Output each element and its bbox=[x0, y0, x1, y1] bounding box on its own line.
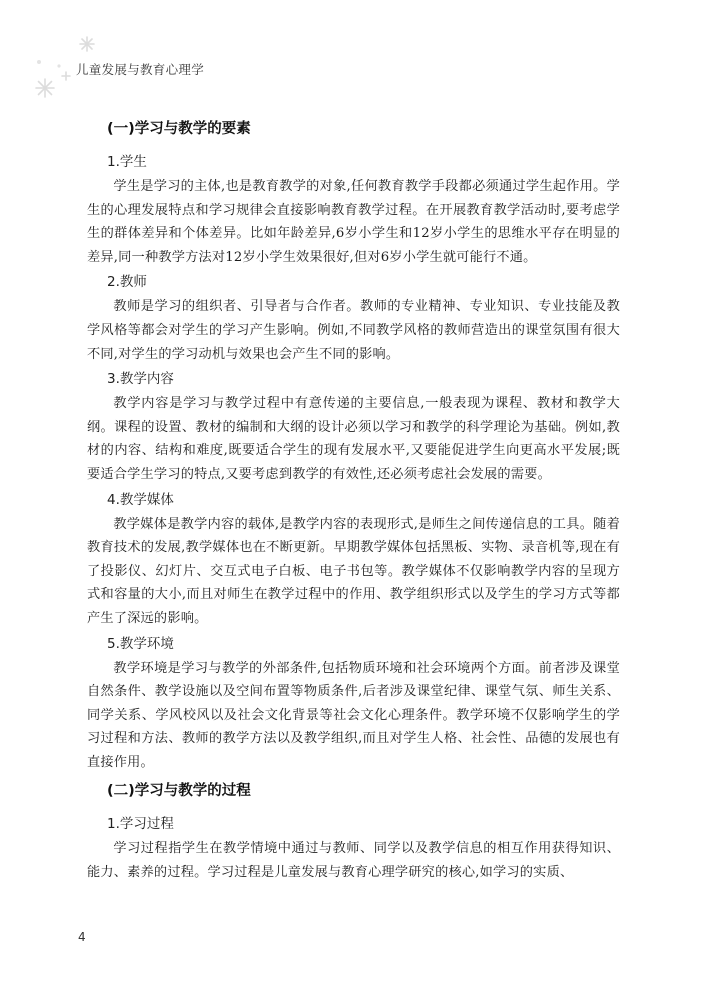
section-heading-process: (二)学习与教学的过程 bbox=[107, 783, 251, 800]
subheading-teaching-content: 3.教学内容 bbox=[107, 371, 174, 388]
page-number: 4 bbox=[78, 930, 86, 944]
paragraph-teacher: 教师是学习的组织者、引导者与合作者。教师的专业精神、专业知识、专业技能及教学风格等都会对学生的学习产生影响。例如,不同教学风格的教师营造出的课堂氛围有很大不同,对学生的学习动机与效果也会产生不同的影响。 bbox=[87, 299, 620, 362]
paragraph-teaching-environment: 教学环境是学习与教学的外部条件,包括物质环境和社会环境两个方面。前者涉及课堂自然条件、教学设施以及空间布置等物质条件,后者涉及课堂纪律、课堂气氛、师生关系、同学关系、学风校风以及社会文化背景等社会文化心理条件。教学环境不仅影响学生的学习过程和方法、教师的教学方法以及教学组织,而且对学生人格、社会性、品德的发展也有直接作用。 bbox=[87, 660, 620, 770]
paragraph-learning-process: 学习过程指学生在教学情境中通过与教师、同学以及教学信息的相互作用获得知识、能力、素养的过程。学习过程是儿童发展与教育心理学研究的核心,如学习的实质、 bbox=[87, 841, 620, 881]
paragraph-teaching-content: 教学内容是学习与教学过程中有意传递的主要信息,一般表现为课程、教材和教学大纲。课程的设置、教材的编制和大纲的设计必须以学习和教学的科学理论为基础。例如,教材的内容、结构和难度,既要适合学生的现有发展水平,又要能促进学生向更高水平发展;既要适合学生学习的特点,又要考虑到教学的有效性,还必须考虑社会发展的需要。 bbox=[87, 396, 620, 482]
subheading-student: 1.学生 bbox=[107, 154, 147, 170]
subheading-learning-process: 1.学习过程 bbox=[107, 816, 174, 833]
running-head: 儿童发展与教育心理学 bbox=[76, 62, 205, 77]
paragraph-teaching-media: 教学媒体是教学内容的载体,是教学内容的表现形式,是师生之间传递信息的工具。随着教育技术的发展,教学媒体也在不断更新。早期教学媒体包括黑板、实物、录音机等,现在有了投影仪、幻灯片、交互式电子白板、电子书包等。教学媒体不仅影响教学内容的呈现方式和容量的大小,而且对师生在教学过程中的作用、教学组织形式以及学生的学习方式等都产生了深远的影响。 bbox=[87, 516, 620, 626]
subheading-teacher: 2.教师 bbox=[107, 274, 147, 291]
subheading-teaching-media: 4.教学媒体 bbox=[107, 491, 174, 508]
page-content bbox=[87, 118, 620, 887]
subheading-teaching-environment: 5.教学环境 bbox=[107, 635, 174, 652]
snowflake-decoration-icon bbox=[0, 0, 110, 110]
section-heading-elements: (一)学习与教学的要素 bbox=[107, 121, 251, 137]
paragraph-student: 学生是学习的主体,也是教育教学的对象,任何教育教学手段都必须通过学生起作用。学生的心理发展特点和学习规律会直接影响教育教学过程。在开展教育教学活动时,要考虑学生的群体差异和个体差异。比如年龄差异,6岁小学生和12岁小学生的思维水平存在明显的差异,同一种教学方法对12岁小学生效果很好,但对6岁小学生就可能行不通。 bbox=[87, 179, 620, 265]
